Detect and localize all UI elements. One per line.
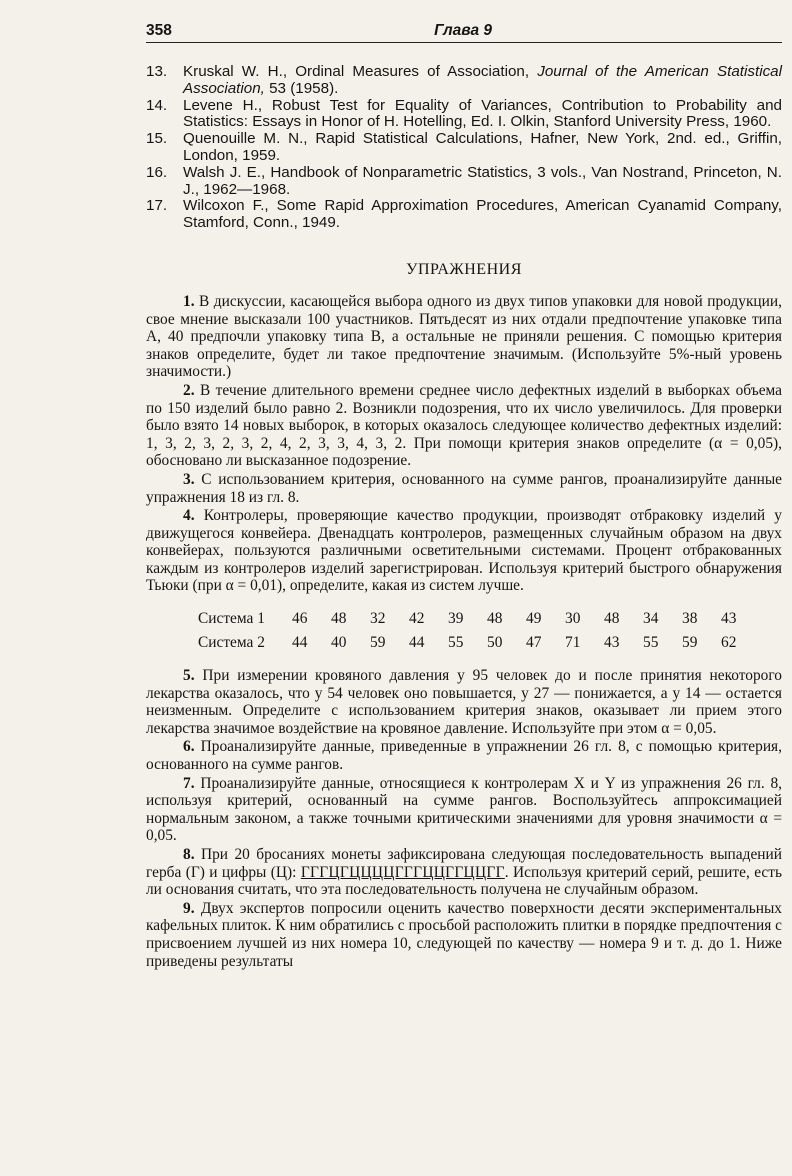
table-cell: 48: [331, 610, 347, 628]
row-label: Система 2: [198, 634, 265, 652]
systems-table: [198, 607, 760, 655]
page-number: 358: [146, 22, 172, 39]
exercise-text: Проанализируйте данные, относящиеся к контролерам X и Y из упражнения 26 гл. 8, используя критерий, основанный на сумме рангов. Воспользуйтесь аппроксимацией нормальным законом, а также точными критическими значениями для уровня значимости α = 0,05.: [146, 774, 782, 845]
exercise-number: 9.: [183, 899, 195, 917]
table-cell: 43: [721, 610, 737, 628]
table-cell: 50: [487, 634, 503, 652]
coin-sequence: ГГГЦГЦЦЦЦГГГЦЦГГЦЦГГ: [300, 863, 505, 881]
exercise-6: [146, 738, 782, 773]
table-cell: 32: [370, 610, 386, 628]
reference-text: [183, 198, 782, 232]
reference-number: 13.: [146, 63, 168, 80]
table-cell: 38: [682, 610, 698, 628]
reference-number: 15.: [146, 130, 168, 148]
exercise-8: [146, 846, 782, 899]
reference-body: Levene H., Robust Test for Equality of Variances, Contribution to Probability and Statistics: Essays in Honor of H. Hotelling, Ed. I. Olkin, Stanford University Press, 1960.: [183, 96, 782, 131]
exercise-text: В течение длительного времени среднее число дефектных изделий в выборках объема по 150 изделий было равно 2. Возникли подозрения, что их число увеличилось. Для проверки было взято 14 новых выборок, в которых оказалось следующее количество дефектных изделий: 1, 3, 2, 3, 2, 3, 2, 4, 2, 3, 3, 4, 3, 2. При помощи критерия знаков определите (α = 0,05), обосновано ли высказанное подозрение.: [146, 381, 782, 470]
table-cell: 42: [409, 610, 425, 628]
exercise-number: 3.: [183, 470, 195, 488]
exercise-5: [146, 667, 782, 737]
table-cell: 43: [604, 634, 620, 652]
table-cell: 49: [526, 610, 542, 628]
exercise-number: 1.: [183, 292, 195, 310]
reference-body: Wilcoxon F., Some Rapid Approximation Procedures, American Cyanamid Company, Stamford, Conn., 1949.: [183, 197, 782, 232]
table-cell: 34: [643, 610, 659, 628]
reference-body: Walsh J. E., Handbook of Nonparametric Statistics, 3 vols., Van Nostrand, Princeton, N. J., 1962—1968.: [183, 163, 782, 198]
reference-text: [183, 131, 782, 165]
reference-text: [183, 64, 782, 98]
exercise-number: 4.: [183, 507, 195, 525]
exercise-4: [146, 507, 782, 595]
reference-item: [146, 198, 782, 232]
table-cell: 39: [448, 610, 464, 628]
exercise-text: При измерении кровяного давления у 95 человек до и после принятия некоторого лекарства оказалось, что у 54 человек оно повышается, у 27 — понижается, а у 14 — остается неизменным. Определите с использованием критерия знаков, оказывает ли прием этого лекарства значимое воздействие на кровяное давление. Используйте при этом α = 0,05.: [146, 667, 782, 737]
exercise-number: 2.: [183, 381, 195, 399]
row-label: Система 1: [198, 610, 265, 628]
reference-item: [146, 131, 782, 165]
journal-title: Journal of the American Statistical Association,: [183, 63, 783, 97]
reference-number: 17.: [146, 197, 168, 215]
exercise-number: 5.: [183, 667, 195, 685]
exercise-number: 7.: [183, 774, 195, 792]
exercise-text: С использованием критерия, основанного на сумме рангов, проанализируйте данные упражнения 18 из гл. 8.: [146, 470, 782, 506]
table-cell: 44: [292, 634, 308, 652]
table-cell: 59: [682, 634, 698, 652]
reference-item: [146, 64, 782, 98]
reference-number: 16.: [146, 163, 168, 181]
exercise-text: . Используя критерий серий, решите, есть ли основания считать, что эта последовательность получена не случайным образом.: [146, 863, 782, 899]
exercise-number: 8.: [183, 846, 195, 863]
book-page: [146, 22, 782, 971]
page-header: [146, 22, 782, 43]
table-cell: 30: [565, 610, 581, 628]
reference-list: [146, 64, 782, 232]
table-cell: 47: [526, 634, 542, 652]
exercise-text: В дискуссии, касающейся выбора одного из двух типов упаковки для новой продукции, свое мнение высказали 100 участников. Пятьдесят из них отдали предпочтение упаковке типа A, 40 предпочли упаковку типа B, а остальные не приняли решения. С помощью критерия знаков определите, будет ли такое предпочтение значимым. (Используйте 5%-ный уровень значимости.): [146, 292, 782, 381]
table-cell: 48: [487, 610, 503, 628]
exercise-text: При 20 бросаниях монеты зафиксирована следующая последовательность выпадений герба (Г) и цифры (Ц):: [146, 846, 782, 881]
reference-tail: 53 (1958).: [264, 79, 339, 97]
exercises: [146, 293, 782, 970]
table-cell: 59: [370, 634, 386, 652]
reference-text: [183, 165, 782, 199]
exercise-number: 6.: [183, 738, 195, 756]
exercise-text: Двух экспертов попросили оценить качество поверхности десяти экспериментальных кафельных плиток. К ним обратились с просьбой расположить плитки в порядке предпочтения с присвоением лучшей из них номера 10, следующей по качеству — номера 9 и т. д. до 1. Ниже приведены результаты: [146, 899, 782, 970]
reference-item: [146, 165, 782, 199]
exercise-1: [146, 293, 782, 381]
table-cell: 48: [604, 610, 620, 628]
reference-body: Kruskal W. H., Ordinal Measures of Association,: [183, 63, 538, 80]
reference-body: Quenouille M. N., Rapid Statistical Calculations, Hafner, New York, 2nd. ed., Griffin, London, 1959.: [183, 130, 782, 164]
section-title: УПРАЖНЕНИЯ: [406, 260, 522, 278]
table-row: [198, 607, 760, 631]
table-cell: 55: [643, 634, 659, 652]
table-cell: 46: [292, 610, 308, 628]
table-cell: 40: [331, 634, 347, 652]
table-cell: 71: [565, 634, 581, 652]
exercise-text: Проанализируйте данные, приведенные в упражнении 26 гл. 8, с помощью критерия, основанного на сумме рангов.: [146, 738, 782, 774]
table-cell: 44: [409, 634, 425, 652]
reference-number: 14.: [146, 96, 168, 114]
exercise-9: [146, 900, 782, 970]
reference-item: [146, 98, 782, 132]
exercise-3: [146, 471, 782, 506]
table-row: [198, 631, 760, 655]
table-cell: 55: [448, 634, 464, 652]
exercise-2: [146, 382, 782, 470]
exercise-7: [146, 775, 782, 845]
reference-text: [183, 98, 782, 132]
chapter-title: Глава 9: [434, 22, 492, 39]
exercise-text: Контролеры, проверяющие качество продукции, производят отбраковку изделий у движущегося конвейера. Двенадцать контролеров, размещенных случайным образом на двух конвейерах, пользуются различными осветительными системами. Процент отбракованных каждым из контролеров изделий зарегистрирован. Используя критерий быстрого обнаружения Тьюки (при α = 0,01), определите, какая из систем лучше.: [146, 507, 783, 595]
table-cell: 62: [721, 634, 737, 652]
